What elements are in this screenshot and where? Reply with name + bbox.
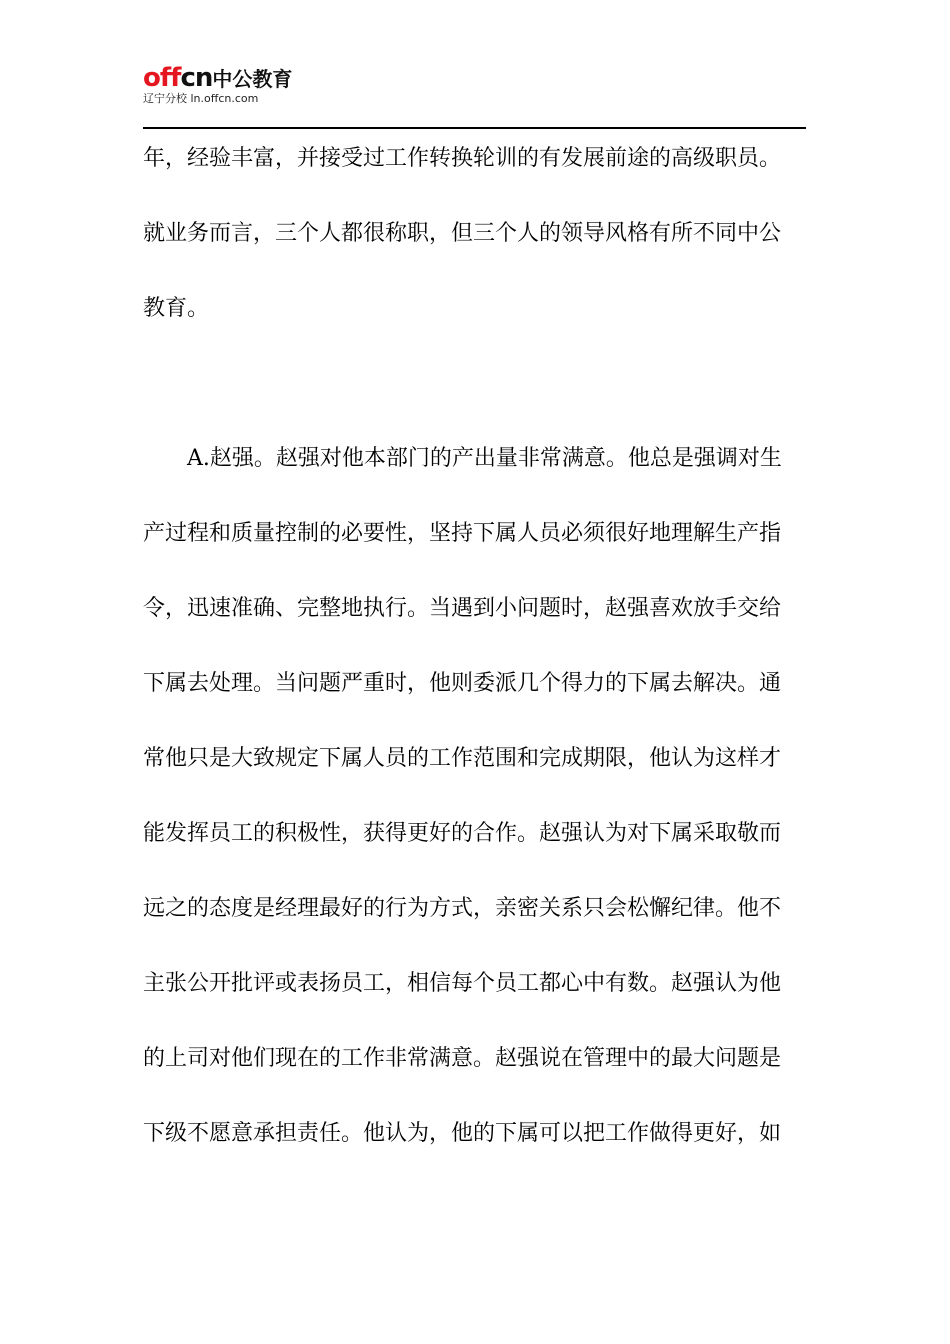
text-line-11: 远之的态度是经理最好的行为方式，亲密关系只会松懈纪律。他不 [143,896,782,921]
text-line-9: 常他只是大致规定下属人员的工作范围和完成期限，他认为这样才 [143,746,782,771]
logo-brand-black: cn [180,63,213,93]
blank-line [143,360,806,435]
page-header [143,62,806,128]
text-line-10: 能发挥员工的积极性，获得更好的合作。赵强认为对下属采取敬而 [143,821,782,846]
text-line-2: 就业务而言，三个人都很称职，但三个人的领导风格有所不同中公 [143,221,782,246]
text-line-5: A.赵强。赵强对他本部门的产出量非常满意。他总是强调对生 [187,446,782,471]
text-line-13: 的上司对他们现在的工作非常满意。赵强说在管理中的最大问题是 [143,1046,782,1071]
text-line-3: 教育。 [143,296,210,321]
logo-brand-red: off [143,63,181,93]
text-line-8: 下属去处理。当问题严重时，他则委派几个得力的下属去解决。通 [143,671,782,696]
text-line-14: 下级不愿意承担责任。他认为，他的下属可以把工作做得更好，如 [143,1121,782,1146]
text-line-7: 令，迅速准确、完整地执行。当遇到小问题时，赵强喜欢放手交给 [143,596,782,621]
text-line-1: 年，经验丰富，并接受过工作转换轮训的有发展前途的高级职员。 [143,146,782,171]
logo-subtitle: 辽宁分校 ln.offcn.com [143,92,259,105]
text-line-12: 主张公开批评或表扬员工，相信每个员工都心中有数。赵强认为他 [143,971,782,996]
document-body [143,135,806,1185]
logo-wordmark [143,64,292,93]
header-divider [143,127,806,129]
text-line-6: 产过程和质量控制的必要性，坚持下属人员必须很好地理解生产指 [143,521,782,546]
logo-brand-cn: 中公教育 [212,67,293,91]
offcn-logo [143,62,343,110]
